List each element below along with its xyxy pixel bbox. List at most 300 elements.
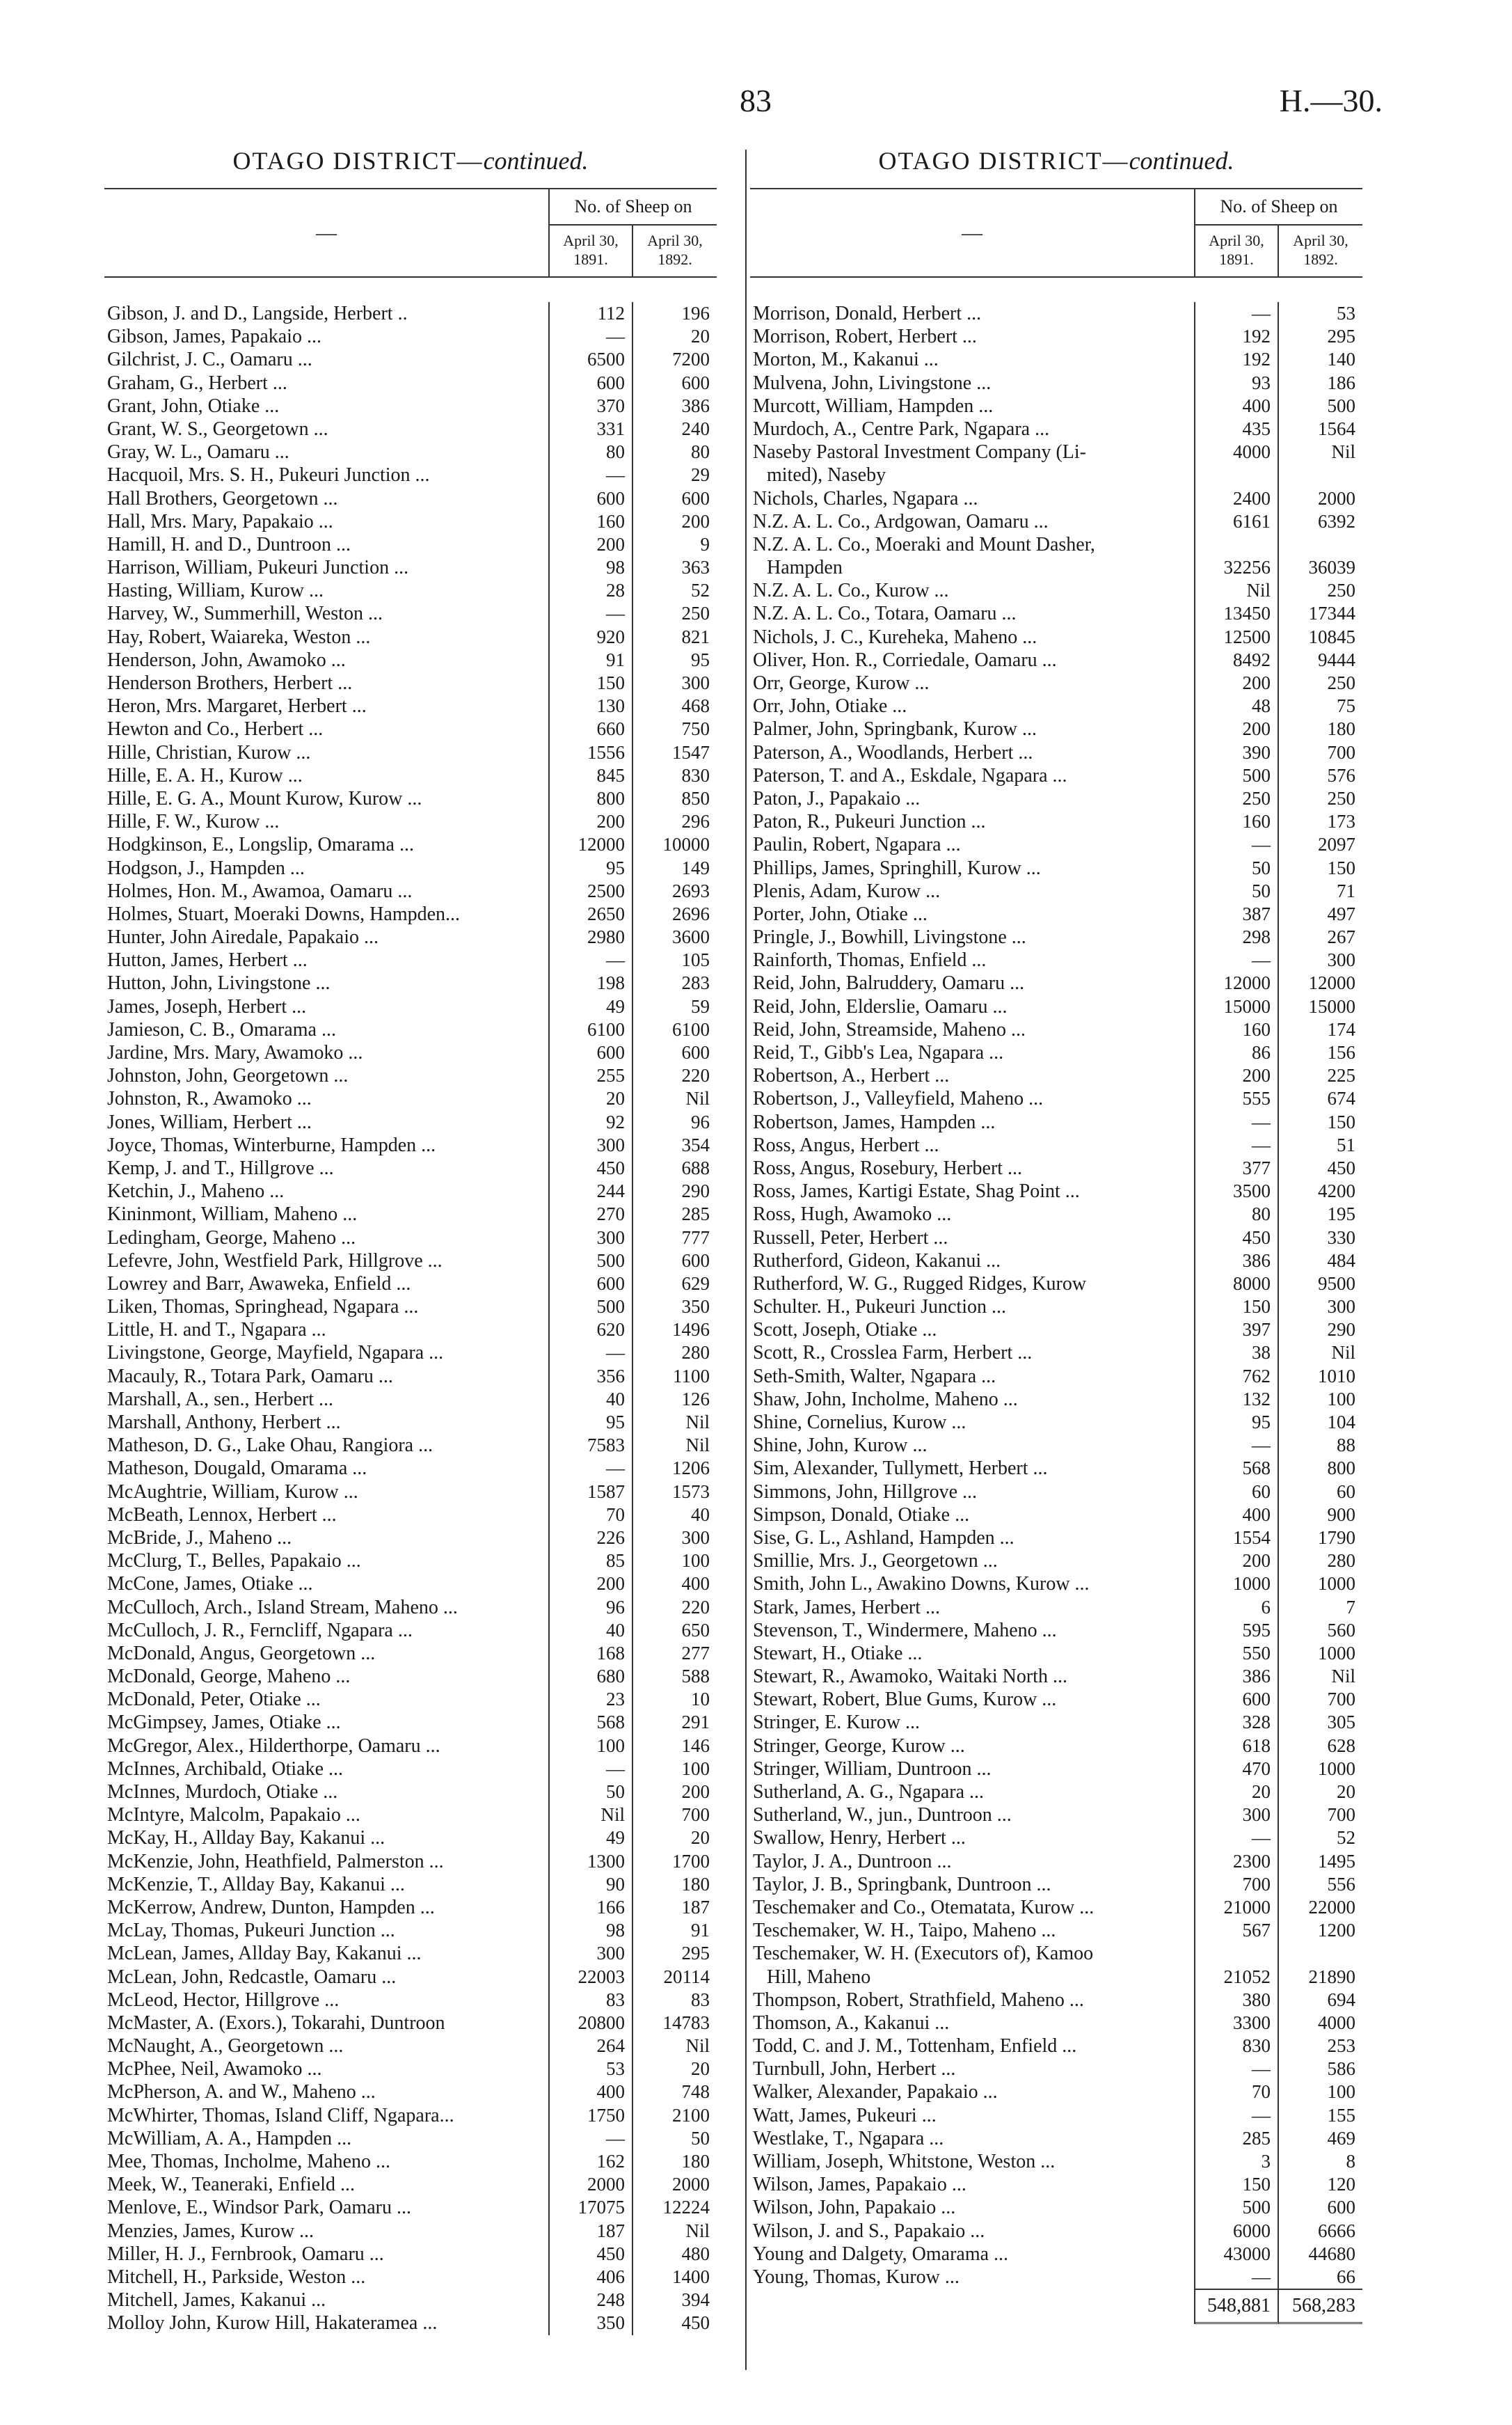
- sheep-1891: —: [550, 602, 633, 625]
- sheep-1892: 100: [681, 1757, 710, 1779]
- table-row: [750, 1480, 1362, 1503]
- owner-name: McNaught, A., Georgetown ...: [104, 2035, 550, 2057]
- owner-name: Orr, George, Kurow ...: [750, 672, 1195, 695]
- owner-name: Hasting, William, Kurow ...: [104, 579, 550, 602]
- table-row: [750, 1619, 1362, 1642]
- sheep-1892: 300: [1327, 1296, 1355, 1318]
- sheep-1891: 6: [1195, 1596, 1279, 1619]
- sheep-1891: —: [1195, 2104, 1279, 2127]
- sheep-1891: 200: [550, 533, 633, 556]
- sheep-1892: Nil: [685, 1412, 710, 1432]
- sheep-1892: 2097: [1318, 834, 1355, 855]
- table-row: [104, 718, 717, 741]
- sheep-1892: 20: [691, 2058, 710, 2080]
- sheep-1892: 277: [681, 1642, 710, 1664]
- sheep-1891: 95: [550, 857, 633, 880]
- owner-name: Teschemaker, W. H., Taipo, Maheno ...: [750, 1919, 1195, 1942]
- sheep-1891: 12500: [1195, 626, 1279, 649]
- sheep-1891: 248: [550, 2289, 633, 2312]
- sheep-1892: 560: [1327, 1619, 1355, 1641]
- table-row: [750, 1757, 1362, 1780]
- sheep-1892: 386: [681, 395, 710, 416]
- owner-name: Rainforth, Thomas, Enfield ...: [750, 949, 1195, 972]
- sheep-1892: 100: [681, 1550, 710, 1572]
- table-row: [104, 2080, 717, 2103]
- sheep-1892: 149: [681, 857, 710, 878]
- sheep-1892: 1000: [1318, 1642, 1355, 1664]
- sheep-1891: 450: [1195, 1226, 1279, 1249]
- owner-name: Gibson, J. and D., Langside, Herbert ..: [104, 302, 550, 325]
- sheep-1892: 200: [681, 510, 710, 532]
- owner-name: Mee, Thomas, Incholme, Maheno ...: [104, 2150, 550, 2173]
- sheep-1892: 12000: [1308, 972, 1355, 994]
- sheep-1892: 283: [681, 972, 710, 994]
- sheep-1892: 6666: [1318, 2220, 1355, 2241]
- table-row: [104, 2012, 717, 2035]
- sheep-1891: 70: [1195, 2080, 1279, 2103]
- owner-name: Johnston, R., Awamoko ...: [104, 1087, 550, 1110]
- owner-name: Stringer, E. Kurow ...: [750, 1711, 1195, 1734]
- table-row: [750, 764, 1362, 787]
- table-row: [104, 395, 717, 418]
- sheep-1891: 8492: [1195, 649, 1279, 672]
- sheep-1891: 285: [1195, 2127, 1279, 2150]
- sheep-1892: 1790: [1318, 1526, 1355, 1548]
- table-row: [750, 2035, 1362, 2057]
- sheep-1892: 450: [681, 2312, 710, 2334]
- sheep-1892: 586: [1327, 2058, 1355, 2080]
- sheep-1891: 40: [550, 1388, 633, 1411]
- sheep-1891: 53: [550, 2057, 633, 2080]
- sheep-header-title: No. of Sheep on: [1195, 189, 1362, 226]
- sheep-1892: 52: [691, 580, 710, 601]
- sheep-1891: 85: [550, 1549, 633, 1572]
- sheep-1891: 160: [1195, 810, 1279, 833]
- sheep-1891: 568: [550, 1711, 633, 1734]
- table-row: [750, 1295, 1362, 1318]
- owner-name: Stewart, Robert, Blue Gums, Kurow ...: [750, 1688, 1195, 1711]
- sheep-1891: 845: [550, 764, 633, 787]
- sheep-1892: 150: [1327, 1111, 1355, 1132]
- owner-name: Liken, Thomas, Springhead, Ngapara ...: [104, 1295, 550, 1318]
- owner-name: McGregor, Alex., Hilderthorpe, Oamaru ...: [104, 1735, 550, 1757]
- sheep-1892: 187: [681, 1896, 710, 1918]
- sheep-1892: 285: [681, 1203, 710, 1225]
- owner-name: Hille, E. A. H., Kurow ...: [104, 764, 550, 787]
- table-row: [104, 418, 717, 441]
- sheep-1891: —: [1195, 949, 1279, 972]
- sheep-1892: 6100: [672, 1018, 710, 1040]
- owner-name: McCulloch, J. R., Ferncliff, Ngapara ...: [104, 1619, 550, 1642]
- sheep-1891: 40: [550, 1619, 633, 1642]
- sheep-1892: 600: [681, 372, 710, 393]
- sheep-1892: 1400: [672, 2266, 710, 2287]
- table-row: [750, 1780, 1362, 1803]
- owner-name: Holmes, Stuart, Moeraki Downs, Hampden...: [104, 903, 550, 926]
- table-row: [104, 857, 717, 880]
- owner-name: Sutherland, W., jun., Duntroon ...: [750, 1803, 1195, 1826]
- table-row: [750, 1826, 1362, 1849]
- owner-name: McPherson, A. and W., Maheno ...: [104, 2080, 550, 2103]
- owner-name: Morrison, Donald, Herbert ...: [750, 302, 1195, 325]
- owner-name: Henderson, John, Awamoko ...: [104, 649, 550, 672]
- sheep-1892: 196: [681, 303, 710, 324]
- owner-name: Watt, James, Pukeuri ...: [750, 2104, 1195, 2127]
- sheep-1891: 400: [1195, 395, 1279, 418]
- table-row: [750, 1989, 1362, 2012]
- sheep-1891: 6161: [1195, 510, 1279, 533]
- sheep-1892: 20: [691, 326, 710, 347]
- owner-name: Morrison, Robert, Herbert ...: [750, 325, 1195, 348]
- owner-name: Shine, John, Kurow ...: [750, 1434, 1195, 1457]
- table-row: [750, 972, 1362, 995]
- sheep-1891: 500: [1195, 764, 1279, 787]
- sheep-1892: 53: [1337, 303, 1355, 324]
- owner-name: Ross, Hugh, Awamoko ...: [750, 1203, 1195, 1226]
- owner-name: Hunter, John Airedale, Papakaio ...: [104, 926, 550, 949]
- owner-name: Miller, H. J., Fernbrook, Oamaru ...: [104, 2243, 550, 2266]
- owner-name: Ledingham, George, Maheno ...: [104, 1226, 550, 1249]
- sheep-1892: 290: [681, 1180, 710, 1202]
- table-row: [104, 1803, 717, 1826]
- sheep-1891: 2400: [1195, 487, 1279, 510]
- table-row: [750, 533, 1362, 556]
- table-row: [104, 487, 717, 510]
- sheep-1891: 6100: [550, 1018, 633, 1041]
- owner-name: James, Joseph, Herbert ...: [104, 995, 550, 1018]
- owner-name: McInnes, Murdoch, Otiake ...: [104, 1780, 550, 1803]
- table-row: [750, 579, 1362, 602]
- owner-name: Kininmont, William, Maheno ...: [104, 1203, 550, 1226]
- table-row: [104, 741, 717, 764]
- sheep-1892: [1279, 464, 1362, 487]
- table-row: [750, 1180, 1362, 1203]
- owner-name: Heron, Mrs. Margaret, Herbert ...: [104, 695, 550, 718]
- sheep-1891: 130: [550, 695, 633, 718]
- table-row: [750, 2220, 1362, 2243]
- table-row: [750, 995, 1362, 1018]
- owner-name: Jones, William, Herbert ...: [104, 1111, 550, 1134]
- owner-name: N.Z. A. L. Co., Totara, Oamaru ...: [750, 602, 1195, 625]
- sheep-1891: 200: [1195, 718, 1279, 741]
- sheep-1892: 576: [1327, 764, 1355, 786]
- sheep-1892: 700: [1327, 1689, 1355, 1710]
- owner-name: Sim, Alexander, Tullymett, Herbert ...: [750, 1457, 1195, 1480]
- sheep-1892: 280: [681, 1342, 710, 1364]
- year-1892-header: April 30, 1892.: [1293, 232, 1348, 268]
- table-row: [104, 1134, 717, 1157]
- sheep-1891: —: [1195, 833, 1279, 856]
- sheep-1891: —: [1195, 1434, 1279, 1457]
- owner-name: Sutherland, A. G., Ngapara ...: [750, 1780, 1195, 1803]
- sheep-1892: 100: [1327, 2081, 1355, 2103]
- sheep-1891: 160: [550, 510, 633, 533]
- sheep-1891: 3: [1195, 2150, 1279, 2173]
- sheep-1892: 650: [681, 1619, 710, 1641]
- owner-name: Matheson, D. G., Lake Ohau, Rangiora ...: [104, 1434, 550, 1457]
- owner-name: Paulin, Robert, Ngapara ...: [750, 833, 1195, 856]
- owner-name: Marshall, Anthony, Herbert ...: [104, 1411, 550, 1434]
- table-row: [104, 1318, 717, 1341]
- sheep-1891: 226: [550, 1526, 633, 1549]
- sheep-1891: 20: [550, 1087, 633, 1110]
- table-row: [750, 602, 1362, 625]
- owner-name: Taylor, J. A., Duntroon ...: [750, 1850, 1195, 1873]
- table-row: [104, 2127, 717, 2150]
- sheep-1892: 305: [1327, 1712, 1355, 1733]
- owner-name: Naseby Pastoral Investment Company (Li-: [750, 441, 1195, 464]
- table-row: [750, 1688, 1362, 1711]
- sheep-1892: 280: [1327, 1550, 1355, 1572]
- sheep-1891: —: [550, 464, 633, 487]
- owner-name: Ross, James, Kartigi Estate, Shag Point ...: [750, 1180, 1195, 1203]
- table-row: [104, 1757, 717, 1780]
- sheep-1891: 270: [550, 1203, 633, 1226]
- sheep-1891: 13450: [1195, 602, 1279, 625]
- sheep-1892: 15000: [1308, 995, 1355, 1017]
- table-row: [104, 1180, 717, 1203]
- sheep-1891: 300: [550, 1226, 633, 1249]
- sheep-1891: 80: [1195, 1203, 1279, 1226]
- table-row: [104, 602, 717, 625]
- owner-name: Turnbull, John, Herbert ...: [750, 2057, 1195, 2080]
- owner-name: Smith, John L., Awakino Downs, Kurow ...: [750, 1572, 1195, 1595]
- owner-name: Grant, W. S., Georgetown ...: [104, 418, 550, 441]
- table-row: [104, 1272, 717, 1295]
- table-row: [750, 2173, 1362, 2196]
- owner-name: Mitchell, James, Kakanui ...: [104, 2289, 550, 2312]
- table-row: [750, 1850, 1362, 1873]
- owner-name: Wilson, J. and S., Papakaio ...: [750, 2220, 1195, 2243]
- table-row: [750, 926, 1362, 949]
- owner-name: Robertson, A., Herbert ...: [750, 1064, 1195, 1087]
- table-row: [750, 348, 1362, 371]
- sheep-1892: 354: [681, 1134, 710, 1155]
- table-row: [750, 649, 1362, 672]
- sheep-1892: Nil: [1331, 441, 1355, 463]
- table-row: [750, 2127, 1362, 2150]
- sheep-1892: 450: [1327, 1157, 1355, 1178]
- total-label-cell: [750, 2289, 1195, 2324]
- owner-name: Gilchrist, J. C., Oamaru ...: [104, 348, 550, 371]
- sheep-1892: 253: [1327, 2035, 1355, 2057]
- owner-name: McIntyre, Malcolm, Papakaio ...: [104, 1803, 550, 1826]
- sheep-1891: 150: [1195, 1295, 1279, 1318]
- sheep-1891: —: [1195, 1826, 1279, 1849]
- owner-name: McAughtrie, William, Kurow ...: [104, 1480, 550, 1503]
- sheep-1891: 95: [550, 1411, 633, 1434]
- sheep-1891: 70: [550, 1503, 633, 1526]
- table-row: [750, 1041, 1362, 1064]
- owner-name: Oliver, Hon. R., Corriedale, Oamaru ...: [750, 649, 1195, 672]
- table-row: [104, 972, 717, 995]
- table-row: [750, 510, 1362, 533]
- owner-name: Palmer, John, Springbank, Kurow ...: [750, 718, 1195, 741]
- owner-name: Seth-Smith, Walter, Ngapara ...: [750, 1365, 1195, 1388]
- sheep-1892: 800: [1327, 1458, 1355, 1479]
- sheep-1891: 192: [1195, 348, 1279, 371]
- owner-name: Lowrey and Barr, Awaweka, Enfield ...: [104, 1272, 550, 1295]
- sheep-1891: [1195, 1942, 1279, 1965]
- table-row: [104, 372, 717, 395]
- sheep-1891: 49: [550, 995, 633, 1018]
- owner-name: Shine, Cornelius, Kurow ...: [750, 1411, 1195, 1434]
- owner-name: McBride, J., Maheno ...: [104, 1526, 550, 1549]
- sheep-1892: 1000: [1318, 1757, 1355, 1779]
- table-row: [104, 626, 717, 649]
- sheep-1891: 1587: [550, 1480, 633, 1503]
- table-row: [750, 1896, 1362, 1919]
- sheep-1892: 29: [691, 464, 710, 486]
- table-row: [750, 2104, 1362, 2127]
- table-row: [750, 1873, 1362, 1896]
- owner-name: McCulloch, Arch., Island Stream, Maheno ...: [104, 1596, 550, 1619]
- sheep-1891: —: [550, 325, 633, 348]
- table-row: [750, 556, 1362, 579]
- sheep-1892: 220: [681, 1065, 710, 1087]
- table-row: [104, 556, 717, 579]
- sheep-1891: 98: [550, 1919, 633, 1942]
- sheep-1892: 250: [1327, 580, 1355, 601]
- table-row: [104, 903, 717, 926]
- table-row: [750, 1549, 1362, 1572]
- owner-name: Scott, Joseph, Otiake ...: [750, 1318, 1195, 1341]
- owner-name: Porter, John, Otiake ...: [750, 903, 1195, 926]
- sheep-1892: 600: [681, 487, 710, 509]
- owner-name: Robertson, James, Hampden ...: [750, 1111, 1195, 1134]
- total-1892: 568,283: [1279, 2289, 1362, 2324]
- table-row: [750, 1318, 1362, 1341]
- sheep-1891: 406: [550, 2266, 633, 2289]
- owner-name: Meek, W., Teaneraki, Enfield ...: [104, 2173, 550, 2196]
- table-row: [104, 649, 717, 672]
- sheep-1892: 240: [681, 418, 710, 439]
- sheep-1892: 700: [1327, 1804, 1355, 1826]
- sheep-1891: Nil: [550, 1803, 633, 1826]
- sheep-1892: 146: [681, 1735, 710, 1756]
- sheep-1891: 200: [1195, 672, 1279, 695]
- table-row: [750, 1457, 1362, 1480]
- sheep-1891: 435: [1195, 418, 1279, 441]
- sheep-1892: 51: [1337, 1134, 1355, 1155]
- owner-name: Simpson, Donald, Otiake ...: [750, 1503, 1195, 1526]
- owner-name: Menzies, James, Kurow ...: [104, 2220, 550, 2243]
- table-row: [750, 487, 1362, 510]
- table-row: [104, 2035, 717, 2057]
- sheep-1892: 140: [1327, 349, 1355, 370]
- owner-name: McKay, H., Allday Bay, Kakanui ...: [104, 1826, 550, 1849]
- table-row: [750, 1411, 1362, 1434]
- owner-name: Hille, E. G. A., Mount Kurow, Kurow ...: [104, 787, 550, 810]
- owner-name: Hay, Robert, Waiareka, Weston ...: [104, 626, 550, 649]
- sheep-1892: 104: [1327, 1412, 1355, 1432]
- sheep-1892: 180: [681, 2151, 710, 2172]
- sheep-1892: 83: [691, 1989, 710, 2010]
- total-1891: 548,881: [1195, 2289, 1279, 2324]
- sheep-1891: 300: [550, 1942, 633, 1965]
- sheep-1891: 500: [1195, 2196, 1279, 2219]
- sheep-1892: 900: [1327, 1503, 1355, 1525]
- sheep-1891: 7583: [550, 1434, 633, 1457]
- owner-name: N.Z. A. L. Co., Moeraki and Mount Dasher,: [750, 533, 1195, 556]
- sheep-1891: —: [550, 1341, 633, 1364]
- owner-name: McWilliam, A. A., Hampden ...: [104, 2127, 550, 2150]
- left-table-body: [104, 302, 717, 2335]
- sheep-1892: 186: [1327, 372, 1355, 393]
- sheep-1892: 10: [691, 1689, 710, 1710]
- owner-name: Reid, John, Elderslie, Oamaru ...: [750, 995, 1195, 1018]
- table-row: [750, 1665, 1362, 1688]
- table-row: [104, 2173, 717, 2196]
- table-row: [104, 1226, 717, 1249]
- sheep-1891: 21000: [1195, 1896, 1279, 1919]
- owner-name: McLay, Thomas, Pukeuri Junction ...: [104, 1919, 550, 1942]
- table-row: [104, 1711, 717, 1734]
- sheep-1892: 1573: [672, 1480, 710, 1502]
- table-row: [104, 1942, 717, 1965]
- owner-name: Hamill, H. and D., Duntroon ...: [104, 533, 550, 556]
- sheep-1891: 450: [550, 2243, 633, 2266]
- owner-name: Teschemaker, W. H. (Executors of), Kamoo: [750, 1942, 1195, 1965]
- owner-name: Stewart, R., Awamoko, Waitaki North ...: [750, 1665, 1195, 1688]
- sheep-1892: 120: [1327, 2174, 1355, 2195]
- year-1891-header: April 30, 1891.: [550, 226, 633, 276]
- sheep-1891: 192: [1195, 325, 1279, 348]
- sheep-1891: 1554: [1195, 1526, 1279, 1549]
- sheep-1892: 10000: [662, 834, 710, 855]
- sheep-1892: 9: [700, 533, 710, 555]
- table-row: [750, 1341, 1362, 1364]
- sheep-1891: 762: [1195, 1365, 1279, 1388]
- sheep-header-title: No. of Sheep on: [550, 189, 717, 226]
- sheep-1892: 225: [1327, 1065, 1355, 1087]
- owner-name: Rutherford, W. G., Rugged Ridges, Kurow: [750, 1272, 1195, 1295]
- sheep-1891: 387: [1195, 903, 1279, 926]
- sheep-header: [550, 189, 717, 276]
- sheep-1892: 3600: [672, 926, 710, 948]
- sheep-1891: 298: [1195, 926, 1279, 949]
- sheep-1891: 6500: [550, 348, 633, 371]
- owner-name: Jamieson, C. B., Omarama ...: [104, 1018, 550, 1041]
- owner-name: Mulvena, John, Livingstone ...: [750, 372, 1195, 395]
- sheep-1891: 15000: [1195, 995, 1279, 1018]
- table-row: [104, 1526, 717, 1549]
- sheep-1892: 20114: [663, 1966, 710, 1987]
- sheep-1892: 250: [681, 603, 710, 624]
- right-table-header: [750, 188, 1362, 278]
- table-row: [750, 1272, 1362, 1295]
- table-row: [104, 1295, 717, 1318]
- sheep-1891: 2650: [550, 903, 633, 926]
- sheep-1892: 500: [1327, 395, 1355, 416]
- owner-name: mited), Naseby: [750, 464, 1195, 487]
- table-row: [104, 1826, 717, 1849]
- table-row: [750, 1735, 1362, 1757]
- sheep-1891: 2000: [550, 2173, 633, 2196]
- sheep-1892: 173: [1327, 811, 1355, 832]
- left-table-header: [104, 188, 717, 278]
- owner-name: N.Z. A. L. Co., Kurow ...: [750, 579, 1195, 602]
- owner-name: Joyce, Thomas, Winterburne, Hampden ...: [104, 1134, 550, 1157]
- sheep-1891: 96: [550, 1596, 633, 1619]
- table-row: [104, 1064, 717, 1087]
- table-row: [750, 1596, 1362, 1619]
- table-row: [104, 325, 717, 348]
- sheep-1891: 377: [1195, 1157, 1279, 1180]
- owner-name: McClurg, T., Belles, Papakaio ...: [104, 1549, 550, 1572]
- owner-name: Stringer, George, Kurow ...: [750, 1735, 1195, 1757]
- owner-name: Plenis, Adam, Kurow ...: [750, 880, 1195, 903]
